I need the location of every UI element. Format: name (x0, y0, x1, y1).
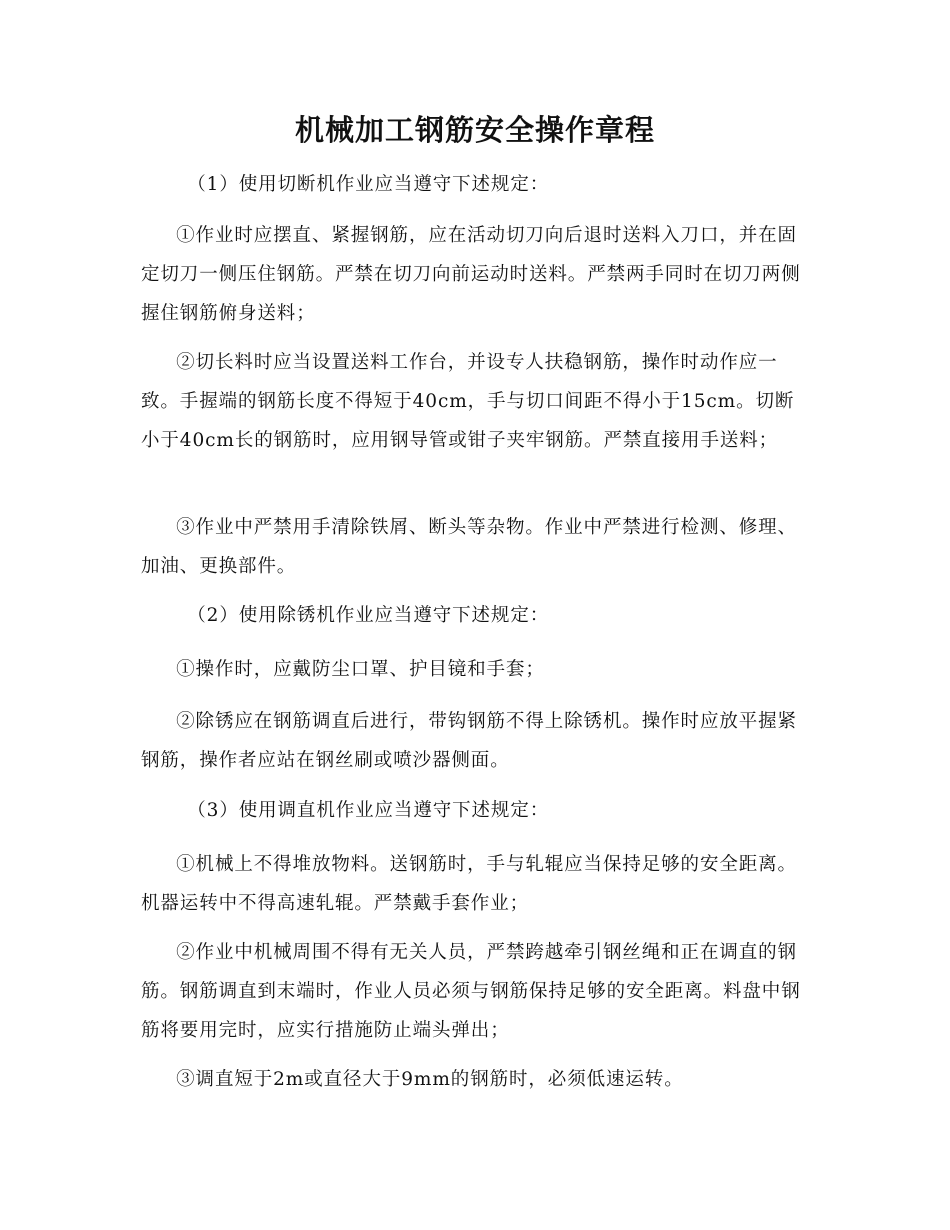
paragraph-straightening-rule-1: ①机械上不得堆放物料。送钢筋时，手与轧辊应当保持足够的安全距离。机器运转中不得高速轧辊。严禁戴手套作业； (141, 854, 797, 914)
section-heading-cutting-machine: （1）使用切断机作业应当遵守下述规定： (187, 174, 550, 195)
paragraph-derusting-rule-1: ①操作时，应戴防尘口罩、护目镜和手套； (176, 659, 545, 680)
paragraph-cutting-rule-1: ①作业时应摆直、紧握钢筋，应在活动切刀向后退时送料入刀口，并在固定切刀一侧压住钢筋。严禁在切刀向前运动时送料。严禁两手同时在切刀两侧握住钢筋俯身送料； (141, 225, 801, 324)
section-heading-derusting-machine: （2）使用除锈机作业应当遵守下述规定： (187, 605, 550, 626)
section-heading-straightening-machine: （3）使用调直机作业应当遵守下述规定： (187, 800, 550, 821)
paragraph-derusting-rule-2: ②除锈应在钢筋调直后进行，带钩钢筋不得上除锈机。操作时应放平握紧钢筋，操作者应站在钢丝刷或喷沙器侧面。 (141, 711, 797, 771)
paragraph-cutting-rule-3: ③作业中严禁用手清除铁屑、断头等杂物。作业中严禁进行检测、修理、加油、更换部件。 (141, 517, 797, 577)
paragraph-straightening-rule-3: ③调直短于2m或直径大于9mm的钢筋时，必须低速运转。 (176, 1069, 684, 1090)
paragraph-straightening-rule-2: ②作业中机械周围不得有无关人员，严禁跨越牵引钢丝绳和正在调直的钢筋。钢筋调直到末端时，作业人员必须与钢筋保持足够的安全距离。料盘中钢筋将要用完时，应实行措施防止端头弹出； (141, 942, 801, 1041)
document-title: 机械加工钢筋安全操作章程 (294, 113, 655, 147)
paragraph-cutting-rule-2: ②切长料时应当设置送料工作台，并设专人扶稳钢筋，操作时动作应一致。手握端的钢筋长度不得短于40cm，手与切口间距不得小于15cm。切断小于40cm长的钢筋时，应用钢导管或钳子夹牢钢筋。严禁直接用手送料； (141, 352, 795, 451)
